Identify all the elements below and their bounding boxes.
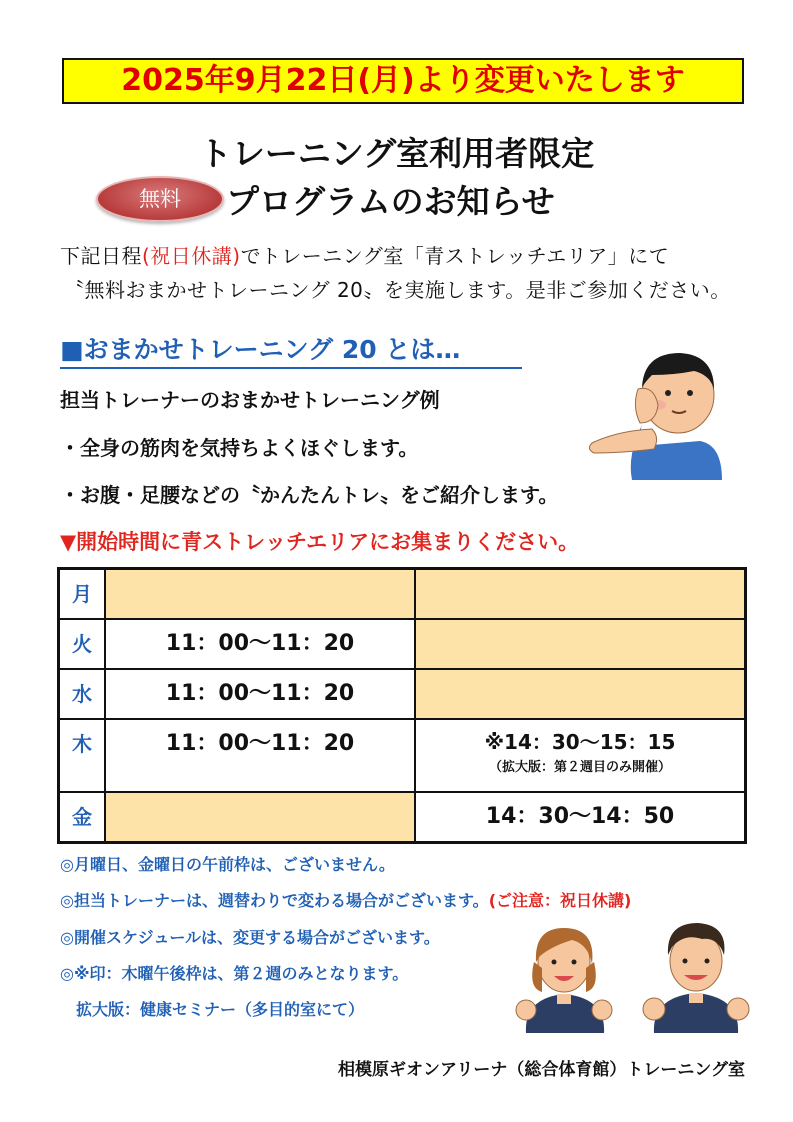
am-slot — [106, 793, 416, 841]
day-cell: 月 — [60, 570, 106, 618]
bullet-item: ・全身の筋肉を気持ちよくほぐします。 — [60, 436, 419, 460]
table-row — [60, 620, 744, 670]
note-item: ◎※印：木曜午後枠は、第２週のみとなります。 — [60, 964, 409, 983]
page-subtitle: プログラムのお知らせ — [226, 182, 555, 221]
pm-slot — [416, 670, 744, 718]
am-slot: 11：00～11：20 — [106, 720, 416, 791]
intro-line-2: 〝無料おまかせトレーニング 20〟を実施します。是非ご参加ください。 — [64, 278, 731, 302]
intro-text: でトレーニング室「青ストレッチエリア」にて — [240, 244, 670, 268]
pm-slot: 14：30～14：50 — [485, 804, 675, 829]
schedule-table — [57, 567, 747, 844]
intro-line-1 — [60, 240, 669, 269]
table-row — [60, 670, 744, 720]
day-cell: 火 — [60, 620, 106, 668]
am-slot — [106, 570, 416, 618]
am-slot: 11：00～11：20 — [106, 670, 416, 718]
am-slot: 11：00～11：20 — [106, 620, 416, 668]
section-underline — [60, 367, 522, 369]
note-item — [60, 888, 631, 911]
free-badge: 無料 — [96, 176, 224, 222]
facility-footer: 相模原ギオンアリーナ（総合体育館）トレーニング室 — [338, 1060, 745, 1080]
pm-slot — [416, 570, 744, 618]
male-trainer-illustration — [640, 915, 752, 1033]
table-row — [60, 570, 744, 620]
example-line: 担当トレーナーのおまかせトレーニング例 — [60, 388, 440, 412]
table-row — [60, 793, 744, 841]
gathering-notice: ▼開始時間に青ストレッチエリアにお集まりください。 — [60, 530, 580, 554]
note-item: ◎開催スケジュールは、変更する場合がございます。 — [60, 928, 440, 947]
pm-slot — [416, 720, 744, 791]
day-cell: 水 — [60, 670, 106, 718]
holiday-closed-note: (祝日休講) — [142, 244, 241, 268]
page-title: トレーニング室利用者限定 — [198, 134, 595, 173]
female-trainer-illustration — [512, 918, 617, 1033]
pm-time: ※14：30～15：15 — [484, 730, 676, 754]
section-heading: ■おまかせトレーニング 20 とは… — [60, 335, 461, 364]
note-item: ◎月曜日、金曜日の午前枠は、ございません。 — [60, 855, 395, 874]
stretching-man-illustration — [582, 345, 727, 480]
day-cell: 木 — [60, 720, 106, 791]
note-text: ◎担当トレーナーは、週替わりで変わる場合がございます。 — [60, 891, 489, 910]
holiday-caution: (ご注意：祝日休講) — [488, 891, 632, 910]
date-change-banner: 2025年9月22日(月)より変更いたします — [62, 58, 744, 104]
day-cell: 金 — [60, 793, 106, 841]
intro-text: 下記日程 — [60, 244, 142, 268]
note-item: 拡大版：健康セミナー（多目的室にて） — [76, 1000, 365, 1019]
table-row — [60, 720, 744, 793]
bullet-item: ・お腹・足腰などの〝かんたんトレ〟をご紹介します。 — [60, 483, 559, 507]
pm-slot — [416, 620, 744, 668]
pm-subnote: （拡大版：第２週目のみ開催） — [488, 760, 671, 775]
